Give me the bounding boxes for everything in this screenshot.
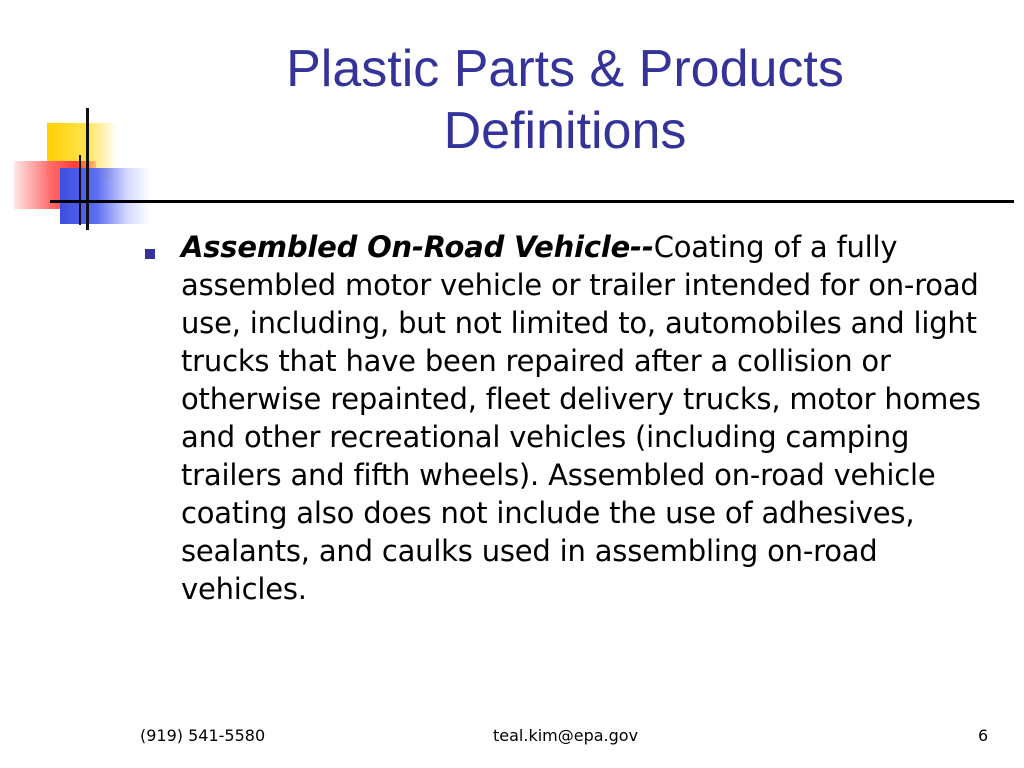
definition-term: Assembled On-Road Vehicle-- — [181, 230, 654, 264]
vertical-rule-decoration — [86, 108, 89, 230]
definition-text: Coating of a fully assembled motor vehicle or trailer intended for on-road use, including, but not limited to, automobiles and light trucks that have been repaired after a collision or otherwise repainted, fleet delivery trucks, motor homes and other recreational vehicles (including camping trailers and fifth wheels). Assembled on-road vehicle coating also does not include the use of adhesives, sealants, and caulks used in assembling on-road vehicles. — [181, 230, 981, 606]
slide-title-line2: Definitions — [443, 102, 687, 160]
slide-title — [150, 38, 980, 162]
slide-title-line1: Plastic Parts & Products — [286, 40, 844, 98]
blue-square-decoration — [60, 168, 150, 224]
corner-squares-graphic — [0, 0, 150, 240]
footer-page-number: 6 — [978, 726, 989, 745]
bullet-text — [181, 228, 1003, 608]
slide-body — [143, 228, 1003, 608]
title-divider — [50, 200, 1014, 203]
footer-phone: (919) 541-5580 — [140, 726, 266, 745]
square-bullet-icon — [145, 249, 155, 259]
bullet-item — [143, 228, 1003, 608]
vertical-rule-decoration-2 — [79, 155, 81, 225]
footer-email: teal.kim@epa.gov — [493, 726, 639, 745]
